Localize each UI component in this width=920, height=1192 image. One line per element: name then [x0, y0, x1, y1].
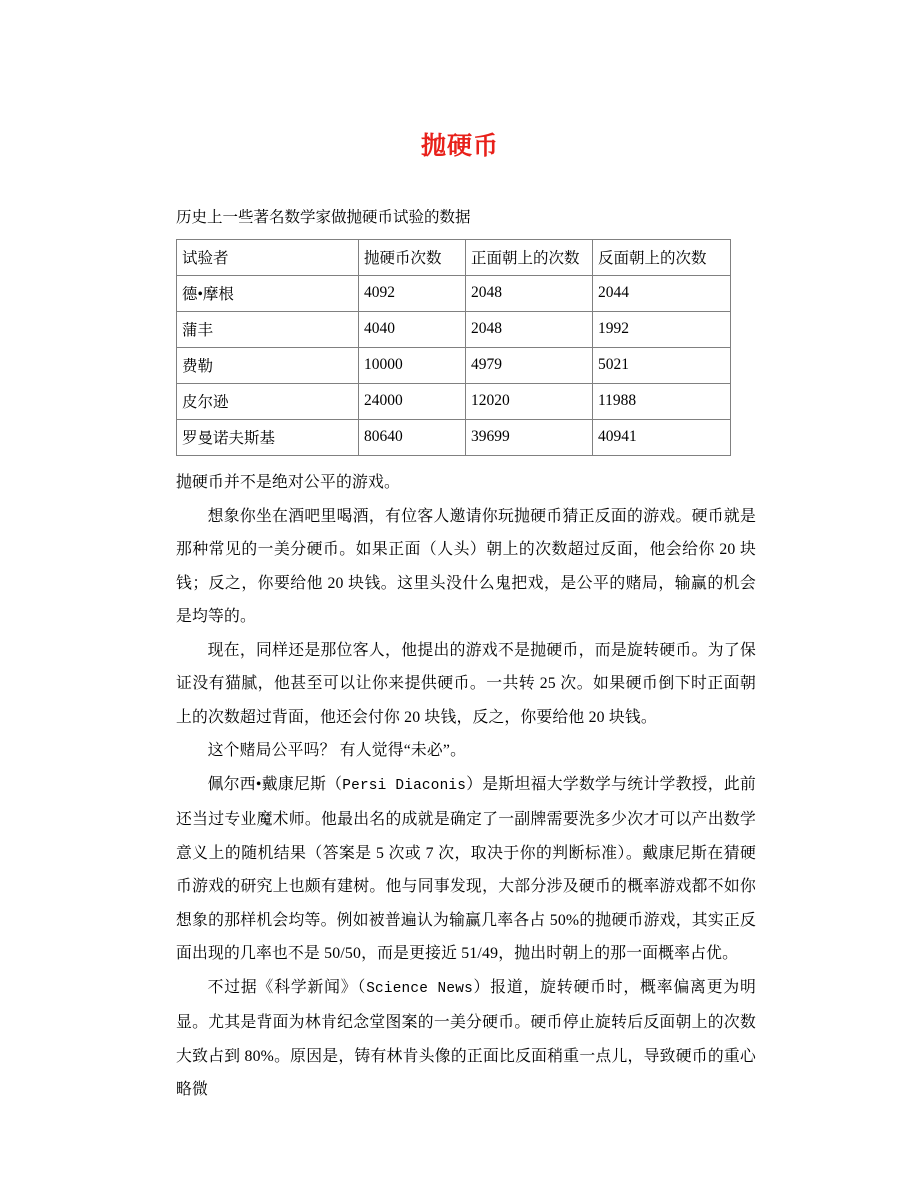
science-news-text-after: ）报道，旋转硬币时，概率偏离更为明显。尤其是背面为林肯纪念堂图案的一美分硬币。硬币停止旋转后反面朝上的次数大致占到 80%。原因是，铸有林肯头像的正面比反面稍重一点儿，导致硬币的重心略微: [176, 978, 756, 1098]
column-header-total-flips: 抛硬币次数: [359, 240, 466, 276]
document-content: [0, 207, 920, 1107]
cell-total-flips: 10000: [359, 348, 466, 384]
cell-total-flips: 4092: [359, 276, 466, 312]
cell-total-flips: 4040: [359, 312, 466, 348]
coin-flip-data-table: [176, 239, 731, 456]
diaconis-name-latin: Persi Diaconis: [342, 777, 467, 794]
paragraph-bar-scenario: 想象你坐在酒吧里喝酒，有位客人邀请你玩抛硬币猜正反面的游戏。硬币就是那种常见的一美分硬币。如果正面（人头）朝上的次数超过反面，他会给你 20 块钱；反之，你要给他 20 块钱。这里头没什么鬼把戏，是公平的赌局，输赢的机会是均等的。: [176, 507, 756, 625]
paragraph-spin-scenario: 现在，同样还是那位客人，他提出的游戏不是抛硬币，而是旋转硬币。为了保证没有猫腻，他甚至可以让你来提供硬币。一共转 25 次。如果硬币倒下时正面朝上的次数超过背面，他还会付你 20 块钱，反之，你要给他 20 块钱。: [176, 641, 756, 726]
cell-tails-count: 5021: [593, 348, 731, 384]
paragraph-intro: 抛硬币并不是绝对公平的游戏。: [176, 474, 400, 491]
page-title: 抛硬币: [420, 131, 499, 160]
paragraph-science-news: [176, 971, 756, 1107]
cell-experimenter: 皮尔逊: [177, 384, 359, 420]
cell-tails-count: 11988: [593, 384, 731, 420]
science-news-title-latin: Science News: [366, 980, 473, 997]
column-header-experimenter: 试验者: [177, 240, 359, 276]
cell-heads-count: 2048: [466, 276, 593, 312]
cell-experimenter: 罗曼诺夫斯基: [177, 420, 359, 456]
cell-experimenter: 蒲丰: [177, 312, 359, 348]
column-header-tails-count: 反面朝上的次数: [593, 240, 731, 276]
cell-experimenter: 费勒: [177, 348, 359, 384]
cell-tails-count: 1992: [593, 312, 731, 348]
science-news-text-before: 不过据《科学新闻》（: [207, 978, 367, 996]
table-row: [177, 348, 731, 384]
cell-tails-count: 40941: [593, 420, 731, 456]
cell-heads-count: 12020: [466, 384, 593, 420]
paragraph-fairness-question: 这个赌局公平吗？ 有人觉得“未必”。: [207, 742, 467, 759]
table-caption: 历史上一些著名数学家做抛硬币试验的数据: [176, 209, 471, 226]
cell-experimenter: 德•摩根: [177, 276, 359, 312]
cell-tails-count: 2044: [593, 276, 731, 312]
column-header-heads-count: 正面朝上的次数: [466, 240, 593, 276]
cell-heads-count: 39699: [466, 420, 593, 456]
table-row: [177, 420, 731, 456]
paragraph-diaconis: [176, 768, 756, 971]
cell-heads-count: 4979: [466, 348, 593, 384]
table-row: [177, 384, 731, 420]
diaconis-text-before: 佩尔西•戴康尼斯（: [207, 775, 343, 793]
cell-total-flips: 80640: [359, 420, 466, 456]
cell-heads-count: 2048: [466, 312, 593, 348]
table-header-row: [177, 240, 731, 276]
table-row: [177, 312, 731, 348]
cell-total-flips: 24000: [359, 384, 466, 420]
table-row: [177, 276, 731, 312]
diaconis-text-after: ）是斯坦福大学数学与统计学教授，此前还当过专业魔术师。他最出名的成就是确定了一副牌需要洗多少次才可以产出数学意义上的随机结果（答案是 5 次或 7 次，取决于你的判断标准）。戴康尼斯在猜硬币游戏的研究上也颇有建树。他与同事发现，大部分涉及硬币的概率游戏都不如你想象的那样机会均等。例如被普遍认为输赢几率各占 50%的抛硬币游戏，其实正反面出现的几率也不是 50/50，而是更接近 51/49，抛出时朝上的那一面概率占优。: [176, 775, 756, 962]
